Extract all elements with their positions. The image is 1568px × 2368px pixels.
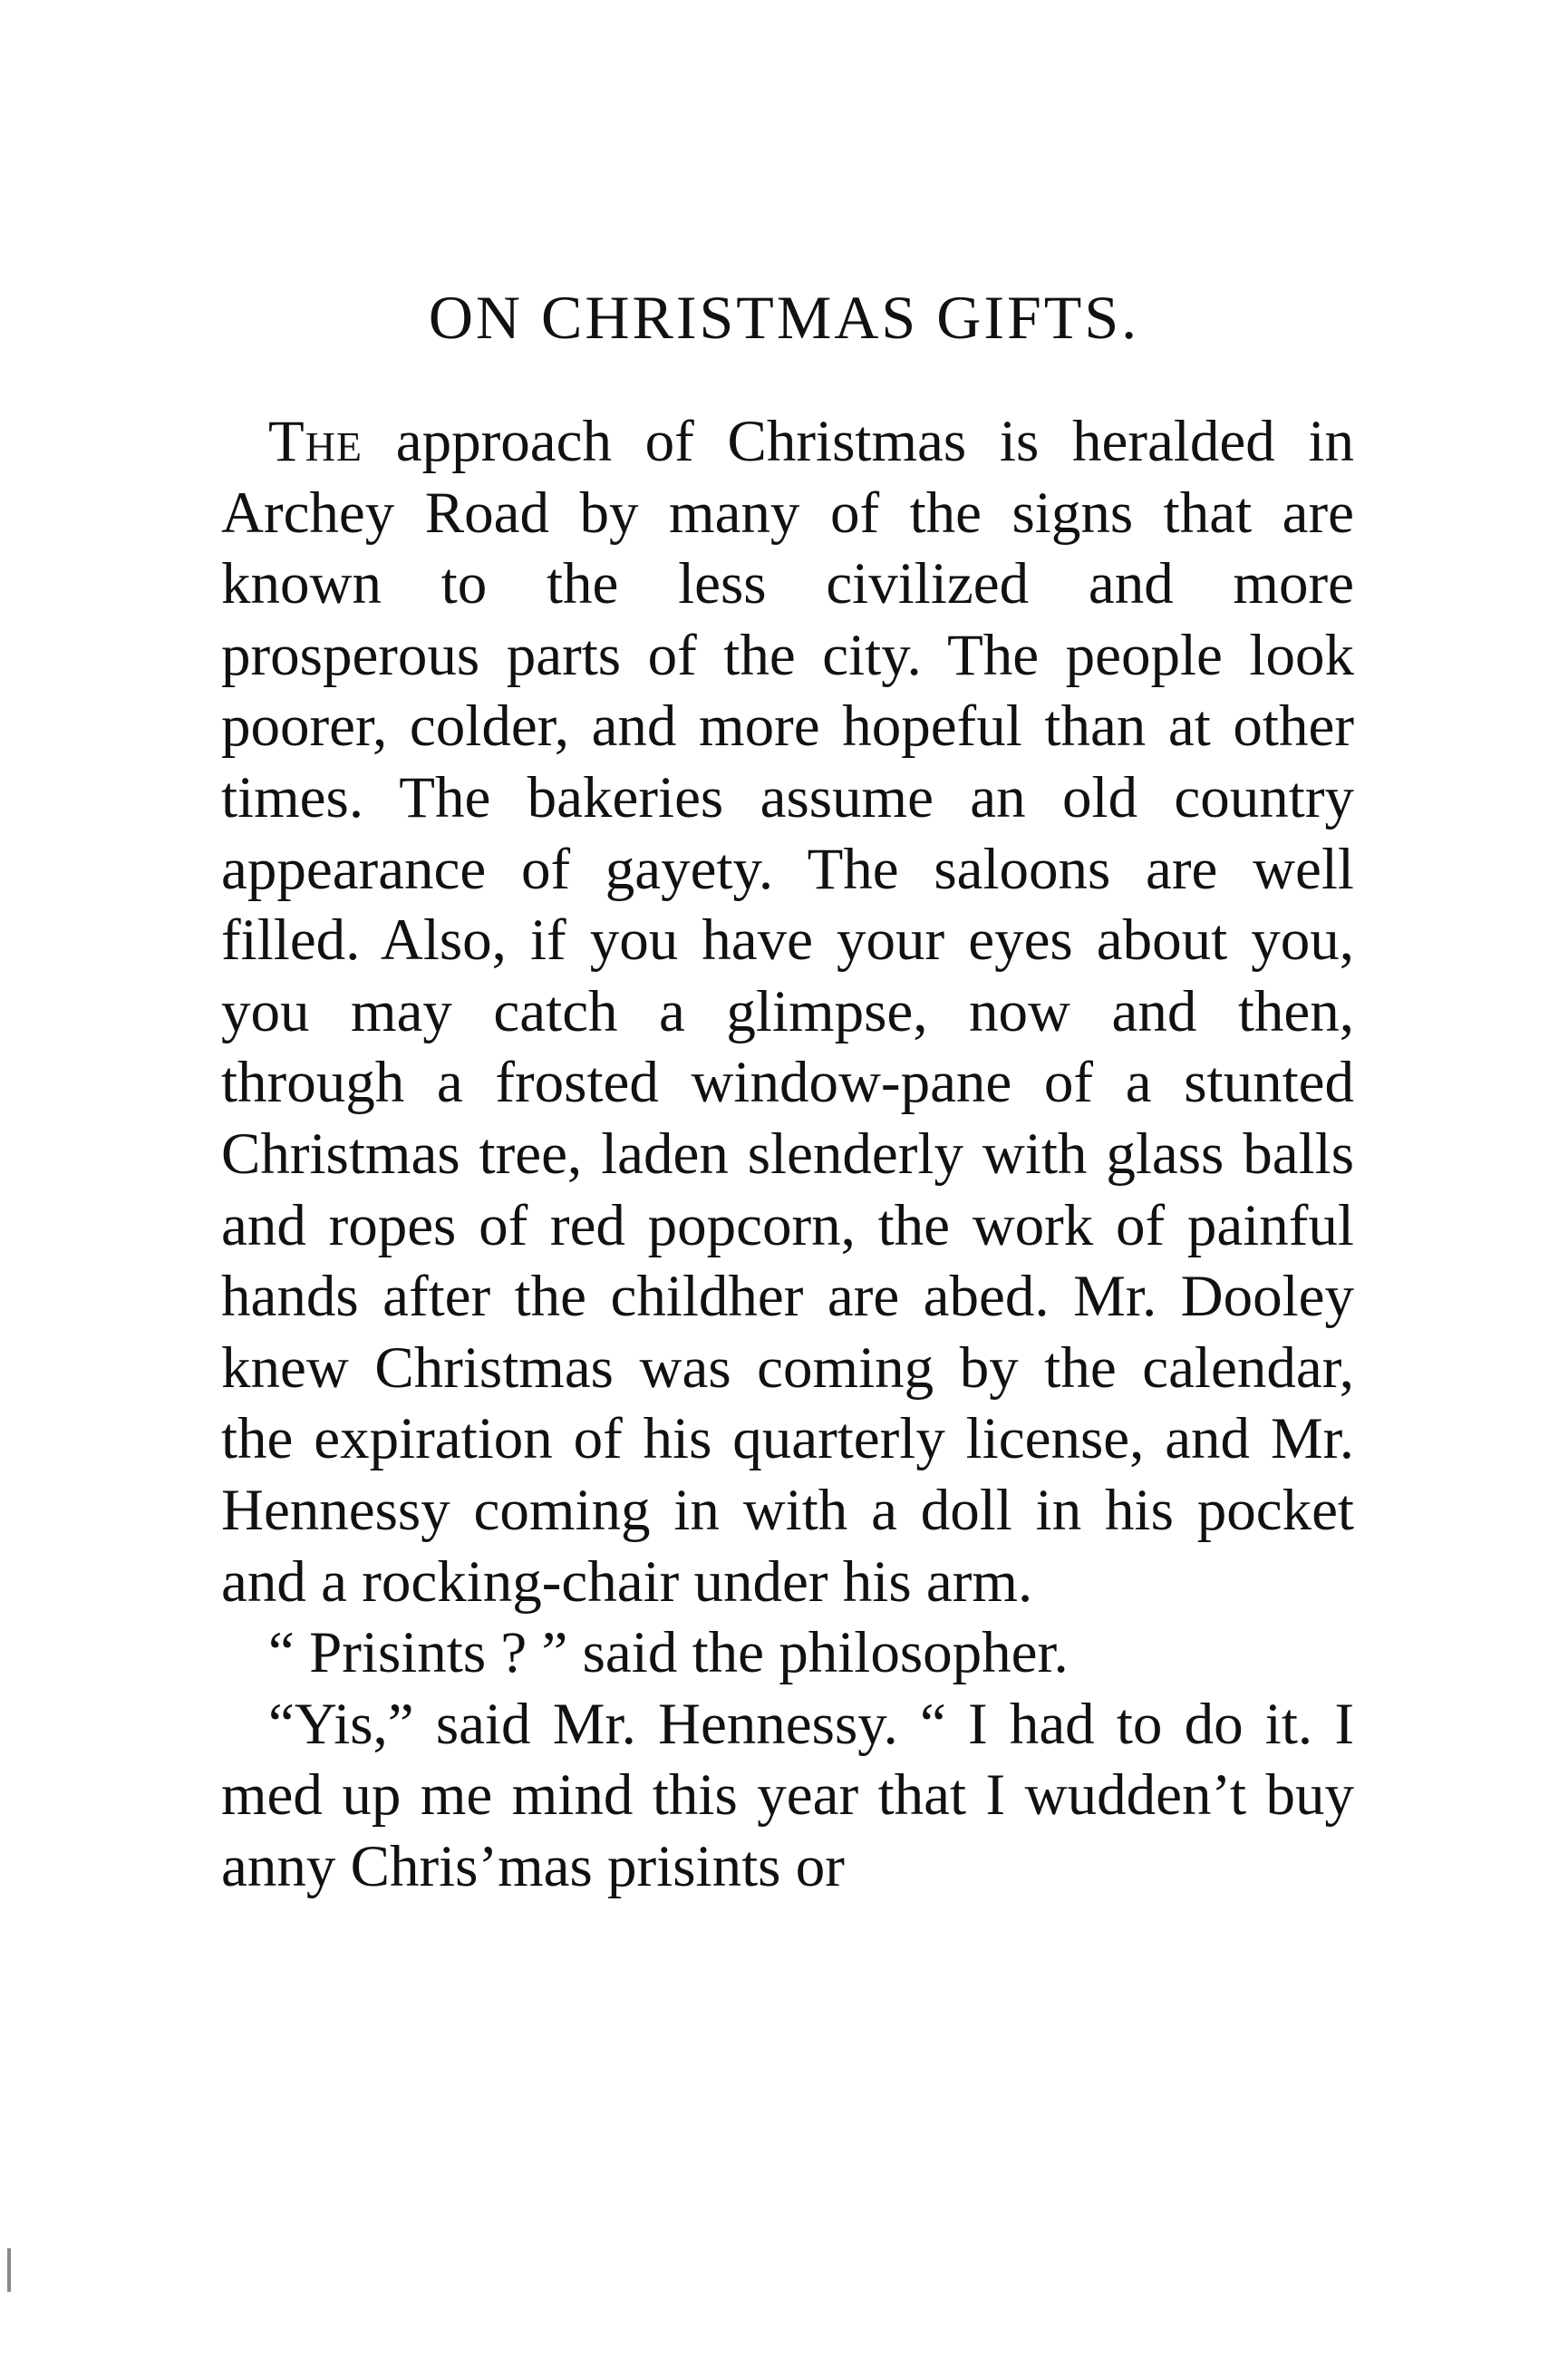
body-text [221,406,1354,1902]
paragraph-1 [221,406,1354,1617]
paragraph-2: “ Prisints ? ” said the philosopher. [268,1620,1069,1686]
paragraph-1-text: approach of Christmas is heralded in Archey Road by many of the signs that are known to the less civilized and more prosperous parts of the city. The people look poorer, colder, and more hopeful than at other times. The bakeries assume an old country appearance of gayety. The saloons are well filled. Also, if you have your eyes about you, you may catch a glimpse, now and then, through a frosted window-pane of a stunted Christmas tree, laden slenderly with glass balls and ropes of red popcorn, the work of painful hands after the childher are abed. Mr. Dooley knew Christmas was coming by the calendar, the expiration of his quarterly license, and Mr. Hennessy coming in with a doll in his pocket and a rocking-chair under his arm. [221,409,1355,1615]
opening-word: The [268,409,363,474]
margin-mark [7,2248,11,2292]
paragraph-3: “Yis,” said Mr. Hennessy. “ I had to do it. I med up me mind this year that I wudden’t buy anny Chris’mas prisints or [221,1691,1354,1899]
chapter-title: ON CHRISTMAS GIFTS. [428,283,1140,352]
